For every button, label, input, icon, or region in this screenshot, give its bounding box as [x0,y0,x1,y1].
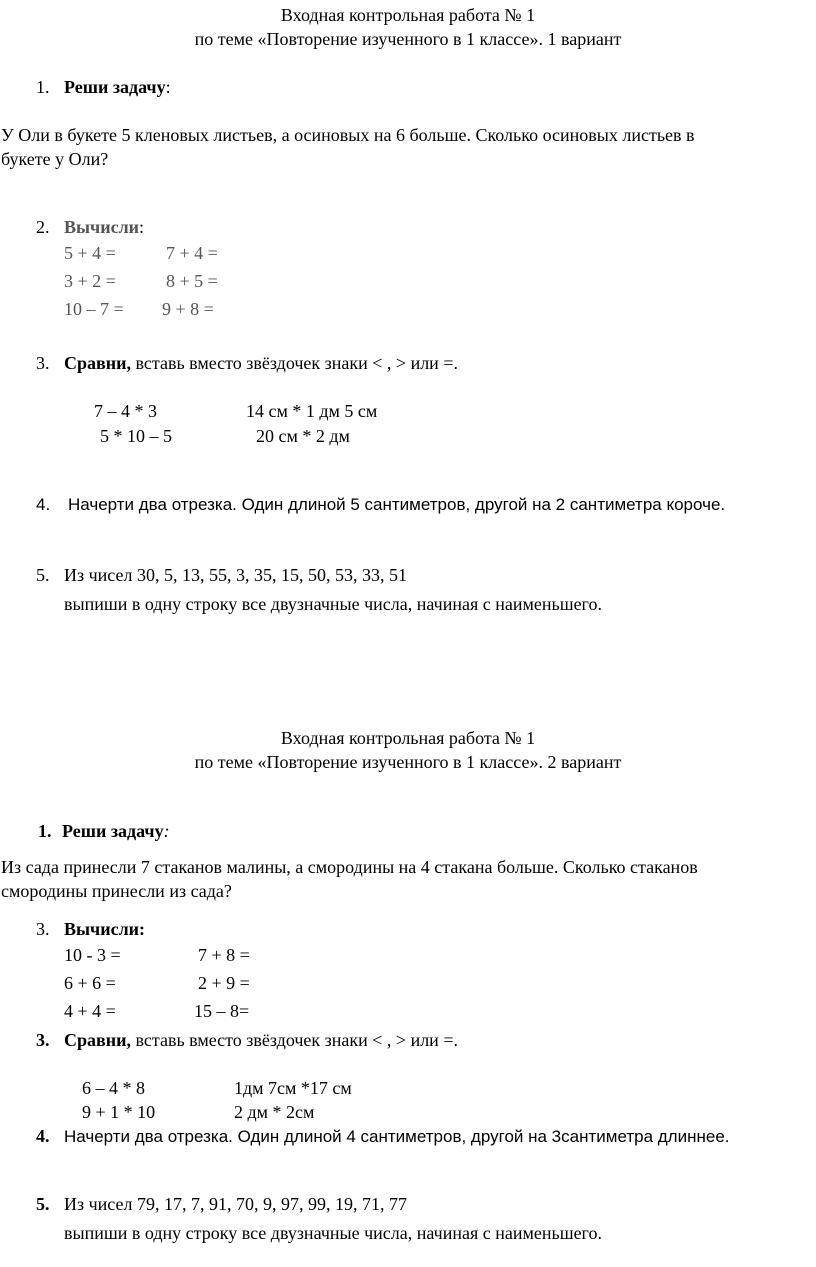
comparison: 7 – 4 * 3 [94,401,157,421]
v1-title: Входная контрольная работа № 1 [280,5,536,25]
expression: 15 – 8= [194,1001,250,1021]
expression: 4 + 4 = [64,1001,116,1021]
task-heading: Реши задачу: [62,821,170,841]
expression: 10 – 7 = [64,299,124,319]
v2-title: Входная контрольная работа № 1 [280,728,536,748]
task-number: 1. [38,821,52,841]
expression: 5 + 4 = [64,243,116,263]
expression: 10 - 3 = [64,945,121,965]
comparison: 9 + 1 * 10 [82,1102,156,1122]
expression: 7 + 4 = [166,243,218,263]
task-text: Начерти два отрезка. Один длиной 4 сантиметров, другой на 3сантиметра длиннее. [64,1127,730,1146]
task-heading: Реши задачу: [64,77,171,97]
task-heading: Сравни, вставь вместо звёздочек знаки < , > или =. [64,1030,458,1050]
task-heading: Вычисли: [64,217,145,237]
task-number: 2. [36,217,50,237]
comparison: 1дм 7см *17 см [234,1078,352,1098]
task-text-line: Из сада принесли 7 стаканов малины, а смородины на 4 стакана больше. Сколько стаканов [1,857,698,877]
v2-subtitle: по теме «Повторение изученного в 1 классе». 2 вариант [194,752,622,772]
task-number: 3. [36,919,50,939]
task-number: 1. [36,77,50,97]
task-text-line: выпиши в одну строку все двузначные числа, начиная с наименьшего. [64,1223,602,1243]
task-number: 4. [36,495,51,514]
comparison: 20 см * 2 дм [256,426,350,446]
task-text-line: Из чисел 30, 5, 13, 55, 3, 35, 15, 50, 53, 33, 51 [64,565,407,585]
task-number: 5. [36,1194,50,1214]
expression: 2 + 9 = [198,973,250,993]
expression: 6 + 6 = [64,973,116,993]
task-text-line: выпиши в одну строку все двузначные числа, начиная с наименьшего. [64,594,602,614]
task-text-line: букете у Оли? [1,149,109,169]
task-number: 4. [36,1126,50,1146]
task-text-line: смородины принесли из сада? [1,881,232,901]
task-text-line: Из чисел 79, 17, 7, 91, 70, 9, 97, 99, 19, 71, 77 [64,1194,407,1214]
comparison: 2 дм * 2см [234,1102,315,1122]
task-number: 3. [36,353,50,373]
task-number: 5. [36,565,50,585]
expression: 8 + 5 = [166,271,218,291]
v1-subtitle: по теме «Повторение изученного в 1 классе». 1 вариант [194,29,622,49]
task-number: 3. [36,1030,50,1050]
task-heading: Вычисли: [64,919,146,939]
task-heading: Сравни, вставь вместо звёздочек знаки < , > или =. [64,353,458,373]
expression: 7 + 8 = [198,945,250,965]
comparison: 5 * 10 – 5 [100,426,172,446]
task-text-line: У Оли в букете 5 кленовых листьев, а осиновых на 6 больше. Сколько осиновых листьев в [1,125,695,145]
task-text: Начерти два отрезка. Один длиной 5 сантиметров, другой на 2 сантиметра короче. [68,495,726,514]
expression: 3 + 2 = [64,271,116,291]
comparison: 14 см * 1 дм 5 см [246,401,378,421]
comparison: 6 – 4 * 8 [82,1078,145,1098]
expression: 9 + 8 = [162,299,214,319]
